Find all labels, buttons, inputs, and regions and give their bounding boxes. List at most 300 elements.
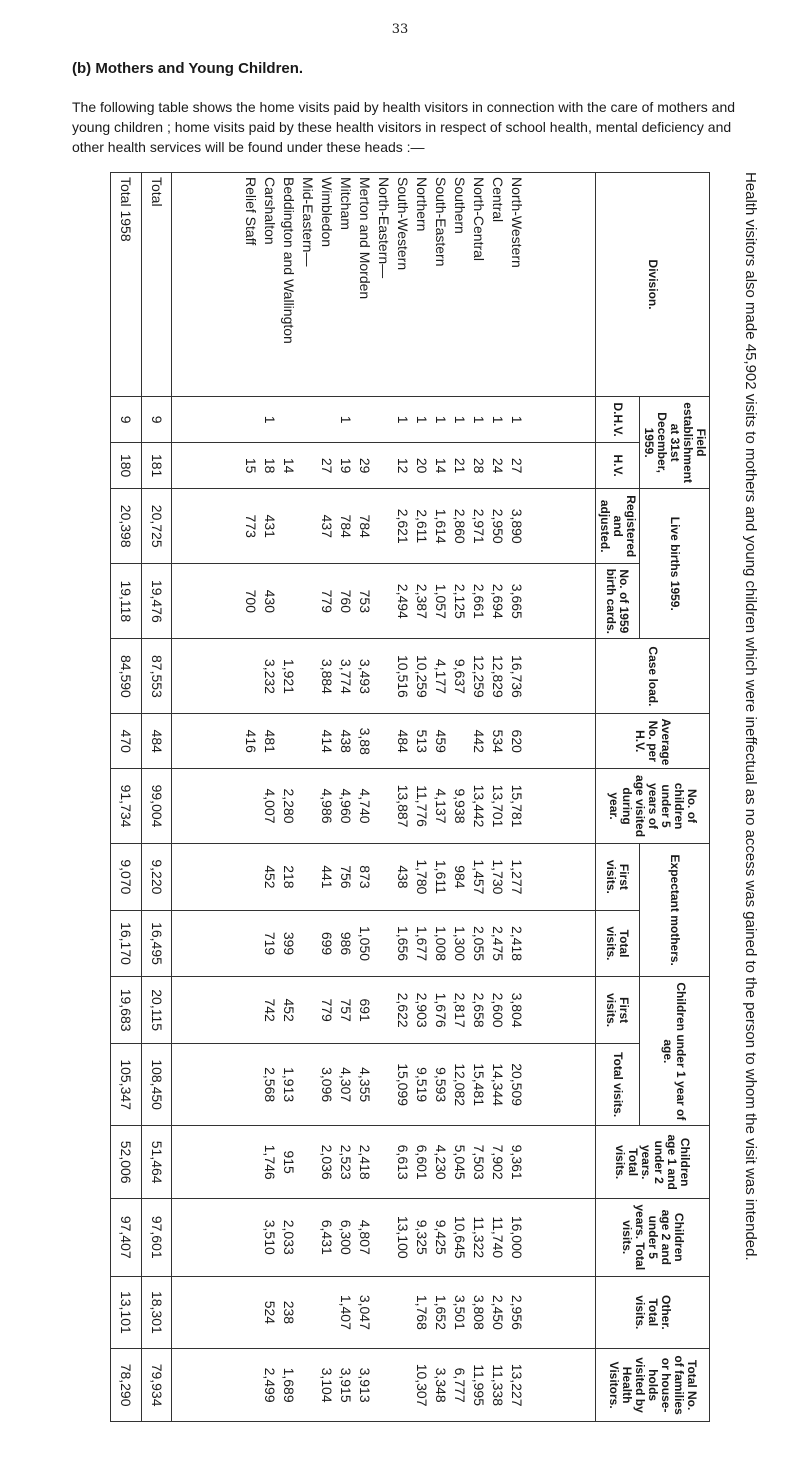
table-cell: 2,903 [414,992,431,1028]
exp-first-list [172,844,596,911]
table-cell: 414 [319,729,336,753]
table-cell: 1 [509,415,526,424]
table-cell: 16,000 [509,1215,526,1259]
total-1958-average: 470 [111,714,142,769]
table-cell [241,773,260,839]
table-cell: 3,232 [262,658,279,694]
table-cell: 2,956 [509,1294,526,1330]
table-cell [374,1353,393,1417]
table-cell: 3,104 [319,1367,336,1403]
total-case-load: 87,553 [141,639,172,714]
table-cell: 1,008 [433,925,450,962]
table-cell: 10,307 [414,1363,431,1407]
table-cell: 3,913 [357,1367,374,1403]
table-cell: 9,325 [414,1219,431,1255]
total-1958-u1-first: 19,683 [111,977,142,1044]
table-cell: 756 [338,865,355,889]
table-cell: 524 [262,1300,279,1325]
table-cell: 481 [262,729,279,753]
table-cell [298,493,317,559]
table-cell: 1,780 [414,859,431,895]
table-cell: 13,100 [395,1215,412,1259]
table-cell [298,643,317,709]
header-live-births: Live births 1959. [640,489,710,639]
header-other: Other. Total visits. [596,1276,710,1349]
table-cell [298,1353,317,1417]
table-cell [241,643,260,709]
table-cell: 1,913 [281,1067,298,1103]
total-1958-exp-first: 9,070 [111,844,142,911]
page-number: 33 [391,22,409,37]
table-cell: 4,307 [338,1067,355,1103]
table-cell: 3,884 [319,658,336,694]
table-cell: 9,938 [452,788,469,824]
table-cell [393,1281,412,1345]
table-cell [374,401,393,438]
table-cell: 442 [471,729,488,753]
table-cell: 4,230 [433,1144,450,1180]
table-cell: 14 [281,457,298,474]
table-cell: 11,338 [490,1364,507,1406]
table-cell: 10,645 [452,1215,469,1259]
table-cell: Central [490,177,507,223]
table-cell: 2,033 [281,1219,298,1255]
total-1958-families: 78,290 [111,1349,142,1422]
table-cell: 6,601 [414,1144,431,1180]
table-cell: 1 [395,415,412,424]
table-cell: 3,774 [338,658,355,694]
table-cell [374,568,393,634]
dhv-list [172,397,596,443]
table-cell: 416 [243,729,260,753]
table-cell: 779 [319,998,336,1022]
total-age-2-5: 97,601 [141,1199,172,1277]
table-cell: 12,082 [452,1063,469,1107]
table-cell: 2,611 [414,509,431,544]
section-heading: (b) Mothers and Young Children. [72,60,304,77]
table-cell [374,848,393,906]
table-cell: 19 [338,457,355,474]
division-rows [172,173,596,1422]
table-cell: 2,694 [490,583,507,619]
table-cell: 753 [357,589,374,613]
table-cell: 3,808 [471,1294,488,1330]
table-cell: 984 [452,865,469,889]
table-cell: 6,777 [452,1367,469,1403]
table-cell: 431 [262,514,279,538]
table-cell [374,1281,393,1345]
total-1958-dhv: 9 [111,397,142,443]
table-cell [298,848,317,906]
registered-list [172,489,596,564]
table-cell: 2,494 [395,583,412,619]
table-cell: 2,661 [471,583,488,619]
table-cell: 399 [281,931,298,956]
table-cell: Northern [414,177,431,232]
table-cell: 1,689 [281,1367,298,1403]
table-cell: 2,499 [262,1367,279,1403]
table-cell: 459 [433,729,450,753]
table-cell: Relief Staff [243,177,260,246]
total-row [141,173,172,1422]
header-age-1-2: Children age 1 and under 2 years. Total visits. [596,1126,710,1199]
table-cell: 11,740 [490,1216,507,1259]
table-cell: 719 [262,931,279,956]
table-cell: 2,387 [414,583,431,619]
table-cell: 2,621 [395,508,412,544]
table-cell: 773 [243,514,260,538]
table-cell [374,773,393,839]
table-cell: 1 [338,415,355,424]
total-1958-case-load: 84,590 [111,639,142,714]
table-cell: 1,656 [395,925,412,962]
table-cell: 3,096 [319,1067,336,1103]
header-average: Average No. per H.V. [596,714,710,769]
u1-first-list [172,977,596,1044]
table-cell [374,1048,393,1121]
table-cell [241,1130,260,1194]
total-other: 18,301 [141,1276,172,1349]
table-cell [279,568,298,634]
table-cell: 1 [433,415,450,424]
table-cell: 620 [509,729,526,753]
table-cell: 6,613 [395,1144,412,1180]
table-cell: 4,137 [433,788,450,824]
table-cell: 13,887 [395,784,412,828]
table-cell: 15,481 [471,1063,488,1107]
total-1958-registered: 20,398 [111,489,142,564]
header-case-load: Case load. [596,639,710,714]
table-cell: 18 [262,457,279,474]
table-cell: 27 [319,457,336,474]
table-cell [241,1048,260,1121]
header-division: Division. [596,173,710,397]
table-cell: 2,036 [319,1144,336,1180]
table-cell [298,718,317,764]
table-cell [241,401,260,438]
table-cell: 2,568 [262,1067,279,1103]
table-cell: 24 [490,457,507,474]
table-cell: 14,344 [490,1063,507,1107]
table-cell [298,981,317,1039]
total-hv: 181 [141,443,172,489]
total-1958-age-1-2: 52,006 [111,1126,142,1199]
table-cell: 2,817 [452,992,469,1028]
table-cell: 11,322 [471,1216,488,1259]
table-cell: 11,995 [471,1364,488,1406]
table-cell [374,718,393,764]
total-1958-birth-cards: 19,118 [111,564,142,639]
table-cell [298,773,317,839]
header-birth-cards: No. of 1959 birth cards. [596,564,640,639]
table-cell: 1,611 [433,859,450,894]
header-children-visited: No. of children under 5 years of age visited during year. [596,768,710,843]
total-u1-total: 108,450 [141,1043,172,1125]
table-cell: 12,829 [490,655,507,698]
total-1958-age-2-5: 97,407 [111,1199,142,1277]
table-cell: 1 [414,415,431,424]
table-cell: 4,177 [433,658,450,694]
table-cell: 513 [414,729,431,753]
table-cell: 484 [395,729,412,753]
table-cell: 873 [357,865,374,889]
table-cell: 13,701 [490,784,507,828]
table-cell: 13,442 [471,784,488,828]
table-cell: 2,475 [490,925,507,962]
header-u1-first: First visits. [596,977,640,1044]
table-cell: 1,921 [281,658,298,694]
table-cell: 3,348 [433,1367,450,1403]
total-u1-first: 20,115 [141,977,172,1044]
table-cell: 4,986 [319,788,336,824]
table-cell: 1,300 [452,925,469,962]
table-cell: 3,047 [357,1294,374,1330]
table-cell: 2,971 [471,508,488,544]
table-cell: 1,614 [433,508,450,544]
total-1958-other: 13,101 [111,1276,142,1349]
table-cell: 784 [338,514,355,538]
table-cell: 9,361 [509,1144,526,1180]
table-cell: 4,807 [357,1219,374,1255]
table-cell: 11,776 [414,785,431,827]
header-dhv: D.H.V. [596,397,640,443]
table-cell: 12 [395,457,412,474]
header-u1-total: Total visits. [596,1043,640,1125]
families-list [172,1349,596,1422]
table-cell: 437 [319,514,336,538]
table-cell: 20 [414,457,431,474]
table-cell: 1,407 [338,1294,355,1330]
table-cell: 3,510 [262,1219,279,1255]
table-cell: 700 [243,589,260,613]
table-cell: North-Eastern— [376,177,393,279]
total-average: 484 [141,714,172,769]
table-cell: 5,045 [452,1144,469,1180]
total-1958-u1-total: 105,347 [111,1043,142,1125]
header-expectant: Expectant mothers. [640,844,710,977]
table-cell: 1 [452,415,469,424]
division-list [172,173,596,397]
total-1958-row [111,173,142,1422]
header-row-top [640,173,710,1422]
total-label: Total [141,173,172,397]
u1-total-list [172,1043,596,1125]
table-cell: 29 [357,457,374,474]
table-cell: 3,665 [509,583,526,619]
table-cell [241,981,260,1039]
age-2-5-list [172,1199,596,1277]
table-cell: 915 [281,1150,298,1174]
table-cell: 2,055 [471,925,488,962]
table-cell: 2,600 [490,992,507,1028]
table-cell [279,718,298,764]
table-cell: 534 [490,729,507,753]
total-exp-first: 9,220 [141,844,172,911]
exp-total-list [172,910,596,977]
total-1958-exp-total: 16,170 [111,910,142,977]
table-cell: 2,450 [490,1294,507,1330]
table-cell: 3,915 [338,1367,355,1403]
table-cell: Wimbledon [319,177,336,248]
table-cell: 7,503 [471,1144,488,1180]
table-cell: 1,050 [357,925,374,962]
header-exp-first: First visits. [596,844,640,911]
table-cell [374,1130,393,1194]
table-cell: 1,730 [490,859,507,895]
age-1-2-list [172,1126,596,1199]
table-cell [374,915,393,973]
table-rotator [110,172,710,1422]
table-cell: 2,418 [357,1144,374,1180]
table-cell: 9,519 [414,1067,431,1103]
table-cell: 779 [319,589,336,613]
table-cell: 441 [319,865,336,889]
table-cell: 691 [357,998,374,1022]
average-list [172,714,596,769]
table-cell: 1 [262,415,279,424]
table-cell: 15,099 [395,1063,412,1107]
table-cell: 430 [262,589,279,613]
table-cell: 10,516 [395,655,412,698]
header-hv: H.V. [596,443,640,489]
table-cell: 438 [395,865,412,889]
table-cell: 438 [338,729,355,753]
table-cell [355,401,374,438]
table-cell [279,401,298,438]
hv-list [172,443,596,489]
table-cell: 4,007 [262,788,279,824]
table-cell: 218 [281,865,298,889]
table-cell [298,1048,317,1121]
table-cell: 2,418 [509,925,526,962]
birth-cards-list [172,564,596,639]
table-cell: 742 [262,998,279,1022]
table-cell: 3,493 [357,658,374,694]
table-cell [298,1281,317,1345]
table-cell: 1,652 [433,1294,450,1330]
header-registered: Registered and adjusted. [596,489,640,564]
total-dhv: 9 [141,397,172,443]
table-cell: 3,804 [509,992,526,1028]
table-cell: 3,890 [509,508,526,544]
total-1958-children-visited: 91,734 [111,768,142,843]
case-load-list [172,639,596,714]
table-cell: Mid-Eastern— [300,177,317,267]
table-cell: 9,425 [433,1219,450,1255]
table-cell: 3,501 [452,1294,469,1330]
table-cell: Carshalton [262,177,279,245]
table-cell: 4,355 [357,1067,374,1103]
table-cell: 1,677 [414,925,431,962]
table-cell: 1,457 [471,859,488,895]
table-cell [298,1203,317,1272]
table-cell: 28 [471,457,488,474]
total-registered: 20,725 [141,489,172,564]
header-families: Total No. of families or house-holds visited by Health Visitors. [596,1349,710,1422]
table-cell [241,848,260,906]
table-cell [317,401,336,438]
table-cell: 2,658 [471,992,488,1028]
total-1958-label: Total 1958 [111,173,142,397]
table-cell: 1,768 [414,1294,431,1330]
table-cell: 13,227 [509,1363,526,1407]
table-cell: 1 [471,415,488,424]
table-cell: 3,88 [357,727,374,755]
header-field-establishment: Field establishment at 31st December, 1959. [640,397,710,489]
children-visited-list [172,768,596,843]
table-cell: North-Central [471,177,488,262]
table-cell [374,643,393,709]
table-cell [450,718,469,764]
table-cell: 238 [281,1300,298,1325]
table-cell [374,1203,393,1272]
other-list [172,1276,596,1349]
table-cell: 452 [262,865,279,889]
table-cell: 757 [338,998,355,1022]
header-under1: Children under 1 year of age. [640,977,710,1126]
table-cell [298,401,317,438]
table-cell: 6,300 [338,1219,355,1255]
table-cell: 9,637 [452,658,469,694]
table-cell [241,915,260,973]
table-cell [279,493,298,559]
table-cell [298,1130,317,1194]
table-cell: 1,746 [262,1144,279,1180]
table-cell [241,1281,260,1345]
table-cell: 699 [319,931,336,956]
table-cell [298,915,317,973]
total-children-visited: 99,004 [141,768,172,843]
table-cell [298,568,317,634]
table-cell [241,1353,260,1417]
table-cell: 10,259 [414,655,431,698]
table-cell: 986 [338,931,355,956]
table-cell: Merton and Morden [357,177,374,300]
table-cell: 7,902 [490,1144,507,1180]
table-cell: 1,676 [433,992,450,1028]
footnote: Health visitors also made 45,902 visits to mothers and young children which were ineffectual as no access was gained to the person to whom the visit was intended. [742,172,759,1261]
table-cell: 1,057 [433,583,450,619]
intro-paragraph: The following table shows the home visits paid by health visitors in connection with the care of mothers and young children ; home visits paid by these health visitors in respect of school health, mental deficiency and other health services will be found under these heads :— [72,99,736,155]
total-age-1-2: 51,464 [141,1126,172,1199]
table-cell: 2,622 [395,992,412,1028]
table-cell: 14 [433,457,450,474]
total-1958-hv: 180 [111,443,142,489]
table-cell: South-Eastern [433,177,450,267]
table-cell: South-Western [395,177,412,271]
table-cell: 4,960 [338,788,355,824]
table-cell: 2,125 [452,583,469,619]
table-cell: 21 [452,457,469,474]
table-cell: North-Western [509,177,526,268]
table-cell [374,447,393,484]
table-cell: 9,593 [433,1067,450,1103]
table-cell [241,1203,260,1272]
total-families: 79,934 [141,1349,172,1422]
table-cell: 452 [281,998,298,1022]
table-cell: Mitcham [338,177,355,230]
table-cell: Southern [452,177,469,234]
table-cell: 2,280 [281,788,298,824]
table-cell: 16,736 [509,655,526,698]
table-cell: 20,509 [509,1063,526,1107]
table-cell [374,493,393,559]
table-cell: 1 [490,415,507,424]
table-cell: 4,740 [357,788,374,824]
table-cell: 1,277 [509,859,526,895]
table-cell: 6,431 [319,1219,336,1255]
table-cell: 2,950 [490,508,507,544]
